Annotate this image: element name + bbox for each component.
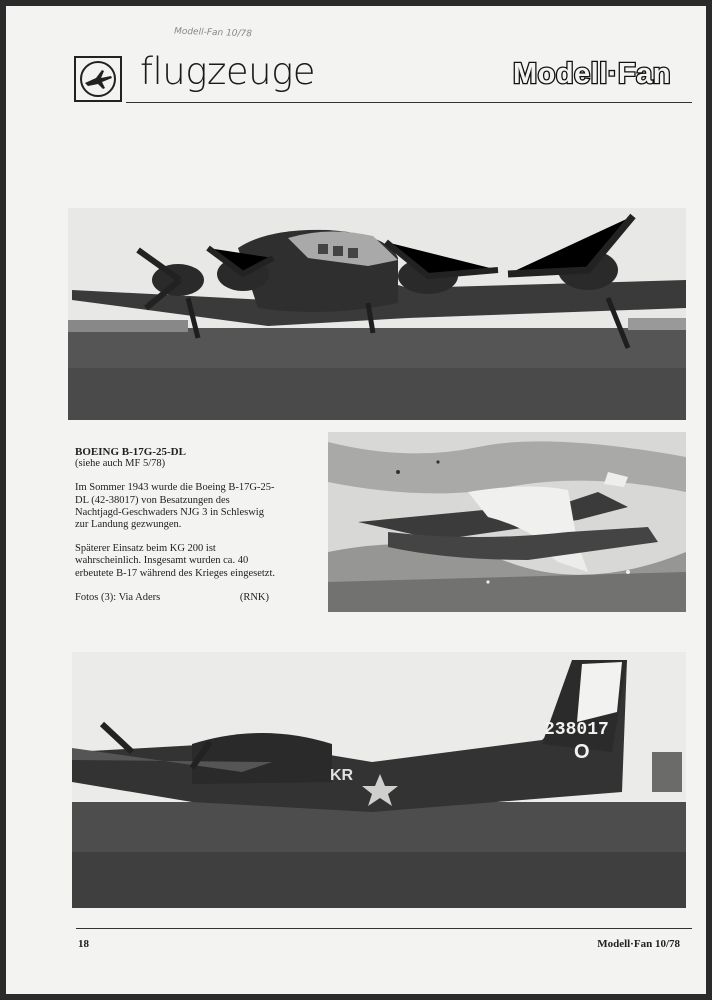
brand-logo-text: Modell·Fan (512, 58, 672, 90)
tail-serial-number: 238017 (544, 720, 609, 740)
header-rule (126, 102, 692, 103)
caption-paragraph-1: Im Sommer 1943 wurde die Boeing B-17G-25-DL (42-38017) von Besatzungen des Nachtjagd-Geschwaders NJG 3 in Schleswig zur Landung gezwungen. (75, 482, 275, 531)
photo-b17-overhead (328, 432, 686, 612)
section-title: flugzeuge (140, 50, 316, 93)
tail-letter: O (574, 741, 590, 763)
author-initials: (RNK) (239, 591, 269, 603)
page-number: 18 (78, 938, 89, 950)
photo-b17-side (72, 652, 686, 908)
magazine-page (6, 6, 706, 994)
caption-paragraph-2: Späterer Einsatz beim KG 200 ist wahrscheinlich. Insgesamt wurden ca. 40 erbeutete B-17 während des Krieges eingesetzt. (75, 543, 276, 579)
issue-label: Modell·Fan 10/78 (597, 938, 680, 950)
handwritten-note: Modell-Fan 10/78 (173, 26, 253, 40)
photo-credit: Fotos (3): Via Aders (75, 591, 161, 603)
photo-caption (75, 446, 275, 604)
brand-logo (492, 54, 692, 90)
airplane-logo-icon (74, 56, 122, 102)
photo-credit-row (75, 592, 269, 604)
caption-title: BOEING B-17G-25-DL (75, 446, 186, 458)
fuselage-code: KR (330, 767, 354, 784)
photo-b17-front (68, 208, 686, 420)
footer-rule (76, 928, 692, 929)
caption-subtitle: (siehe auch MF 5/78) (75, 458, 166, 470)
